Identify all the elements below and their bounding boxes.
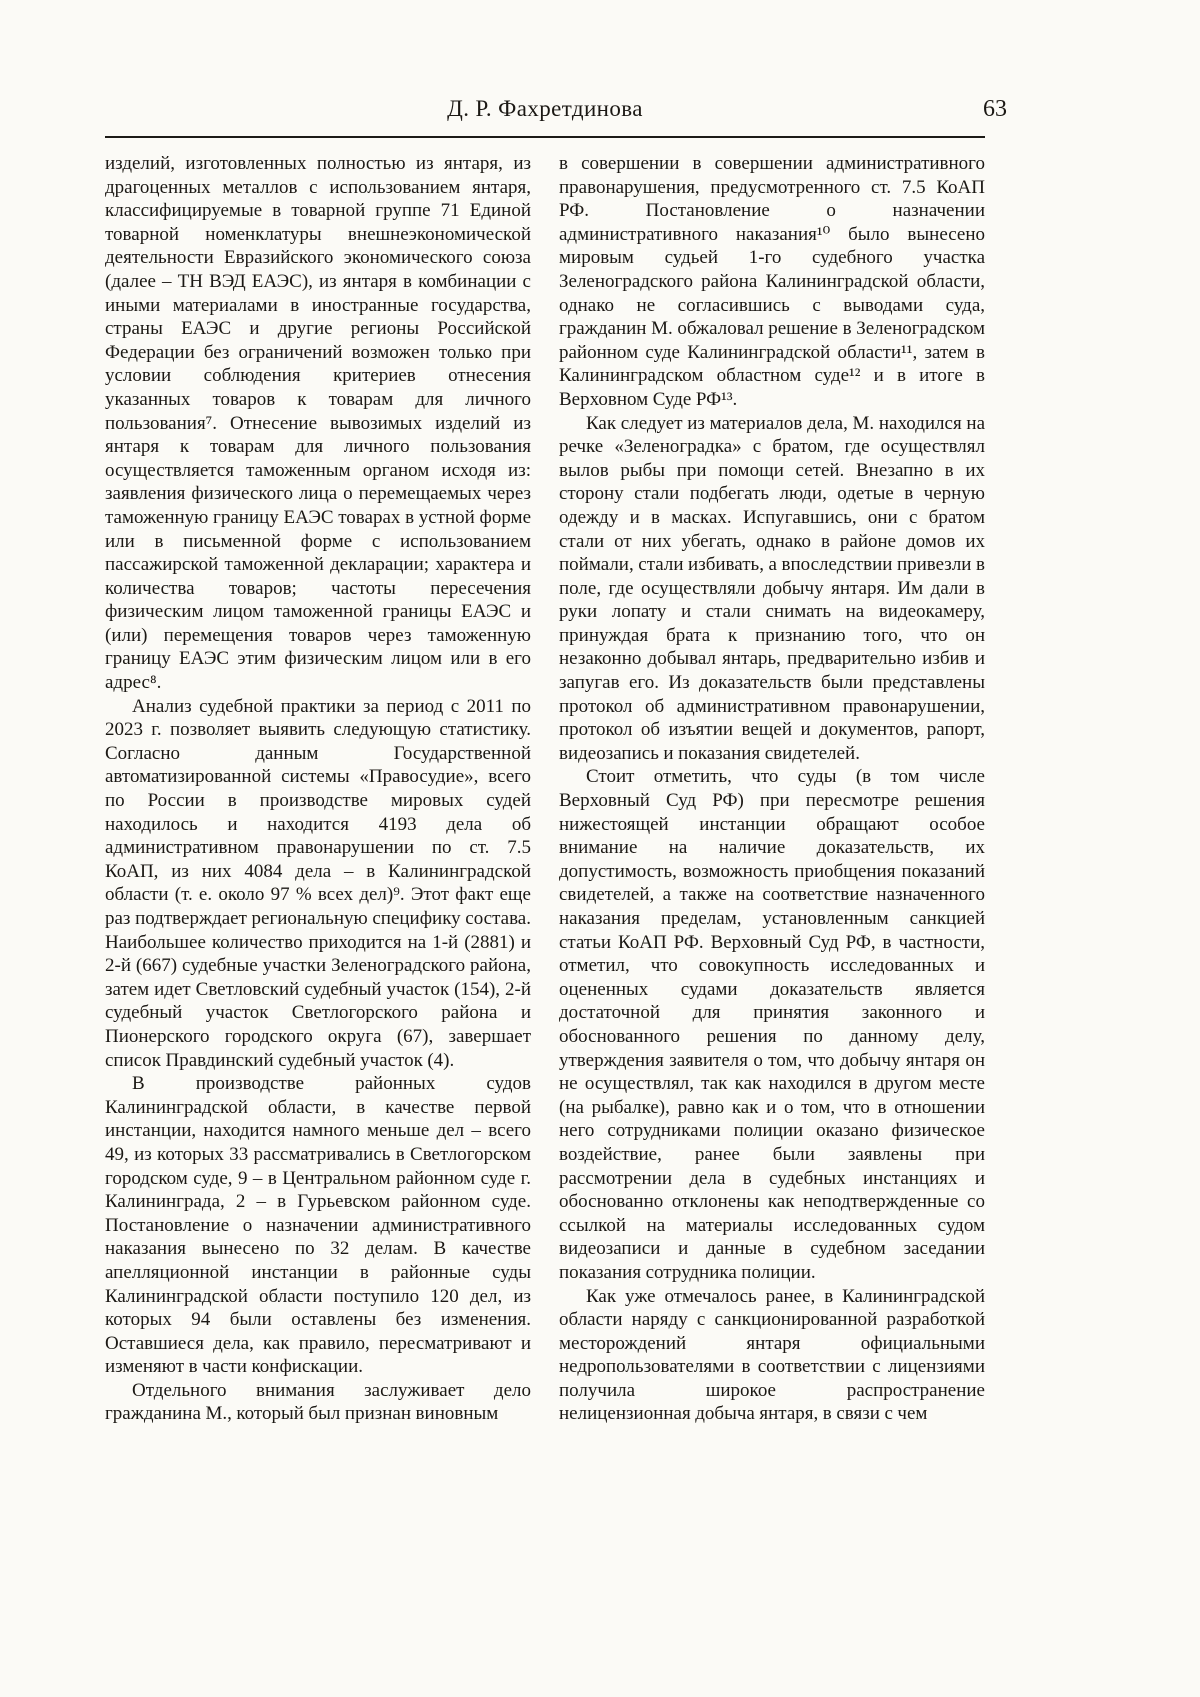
header-rule xyxy=(105,136,985,138)
page-header xyxy=(105,96,1007,128)
paragraph: Стоит отметить, что суды (в том числе Верховный Суд РФ) при пересмотре решения нижестоящей инстанции обращают особое внимание на наличие доказательств, их допустимость, возможность приобщения показаний свидетелей, а также на соответствие назначенного наказания пределам, установленным санкцией статьи КоАП РФ. Верховный Суд РФ, в частности, отметил, что совокупность исследованных и оцененных судами доказательств является достаточной для принятия законного и обоснованного решения по данному делу, утверждения заявителя о том, что добычу янтаря он не осуществлял, так как находился в другом месте (на рыбалке), равно как и о том, что в отношении него сотрудниками полиции оказано физическое воздействие, ранее были заявлены при рассмотрении дела в судебных инстанциях и обоснованно отклонены как неподтвержденные со ссылкой на материалы исследованных судом видеозаписи и данные в судебном заседании показания сотрудника полиции. xyxy=(559,766,985,1283)
paragraph: В производстве районных судов Калининградской области, в качестве первой инстанции, находится намного меньше дел – всего 49, из которых 33 рассматривались в Светлогорском городском суде, 9 – в Центральном районном суде г. Калининграда, 2 – в Гурьевском районном суде. Постановление о назначении административного наказания вынесено по 32 делам. В качестве апелляционной инстанции в районные суды Калининградской области поступило 120 дел, из которых 94 были оставлены без изменения. Оставшиеся дела, как правило, пересматривают и изменяют в части конфискации. xyxy=(105,1073,531,1378)
right-column xyxy=(559,152,985,1426)
left-column xyxy=(105,152,531,1426)
page-number: 63 xyxy=(983,96,1007,122)
paragraph: Как следует из материалов дела, М. находился на речке «Зеленоградка» с братом, где осуществлял вылов рыбы при помощи сетей. Внезапно в их сторону стали подбегать люди, одетые в черную одежду и в масках. Испугавшись, они с братом стали от них убегать, однако в районе домов их поймали, стали избивать, а впоследствии привезли в поле, где осуществляли добычу янтаря. Им дали в руки лопату и стали снимать на видеокамеру, принуждая брата к признанию того, что он незаконно добывал янтарь, предварительно избив и запугав его. Из доказательств были представлены протокол об административном правонарушении, протокол об изъятии вещей и документов, рапорт, видеозапись и показания свидетелей. xyxy=(559,412,985,764)
paragraph: Анализ судебной практики за период с 2011 по 2023 г. позволяет выявить следующую статистику. Согласно данным Государственной автоматизированной системы «Правосудие», всего по России в производстве мировых судей находилось и находится 4193 дела об административном правонарушении по ст. 7.5 КоАП, из них 4084 дела – в Калининградской области (т. е. около 97 % всех дел)⁹. Этот факт еще раз подтверждает региональную специфику состава. Наибольшее количество приходится на 1-й (2881) и 2-й (667) судебные участки Зеленоградского района, затем идет Светловский судебный участок (154), 2-й судебный участок Светлогорского района и Пионерского городского округа (67), завершает список Правдинский судебный участок (4). xyxy=(105,695,531,1071)
paragraph-continuation: в совершении в совершении административного правонарушения, предусмотренного ст. 7.5 КоАП РФ. Постановление о назначении административного наказания¹⁰ было вынесено мировым судьей 1-го судебного участка Зеленоградского района Калининградской области, однако не согласившись с выводами суда, гражданин М. обжаловал решение в Зеленоградском районном суде Калининградской области¹¹, затем в Калининградском областном суде¹² и в итоге в Верховном Суде РФ¹³. xyxy=(559,153,985,410)
article-body xyxy=(105,152,985,1426)
running-head-author: Д. Р. Фахретдинова xyxy=(447,96,643,121)
paragraph-continuation: изделий, изготовленных полностью из янтаря, из драгоценных металлов с использованием янтаря, классифицируемые в товарной группе 71 Единой товарной номенклатуры внешнеэкономической деятельности Евразийского экономического союза (далее – ТН ВЭД ЕАЭС), из янтаря в комбинации с иными материалами в иностранные государства, страны ЕАЭС и другие регионы Российской Федерации без ограничений возможен только при условии соблюдения критериев отнесения указанных товаров к товарам для личного пользования⁷. Отнесение вывозимых изделий из янтаря к товарам для личного пользования осуществляется таможенным органом исходя из: заявления физического лица о перемещаемых через таможенную границу ЕАЭС товарах в устной форме или в письменной форме с использованием пассажирской таможенной декларации; характера и количества товаров; частоты пересечения физическим лицом таможенной границы ЕАЭС и (или) перемещения товаров через таможенную границу ЕАЭС этим физическим лицом или в его адрес⁸. xyxy=(105,153,531,694)
paragraph: Отдельного внимания заслуживает дело гражданина М., который был признан виновным xyxy=(105,1379,531,1425)
paragraph: Как уже отмечалось ранее, в Калининградской области наряду с санкционированной разработкой месторождений янтаря официальными недропользователями в соответствии с лицензиями получила широкое распространение нелицензионная добыча янтаря, в связи с чем xyxy=(559,1285,985,1425)
